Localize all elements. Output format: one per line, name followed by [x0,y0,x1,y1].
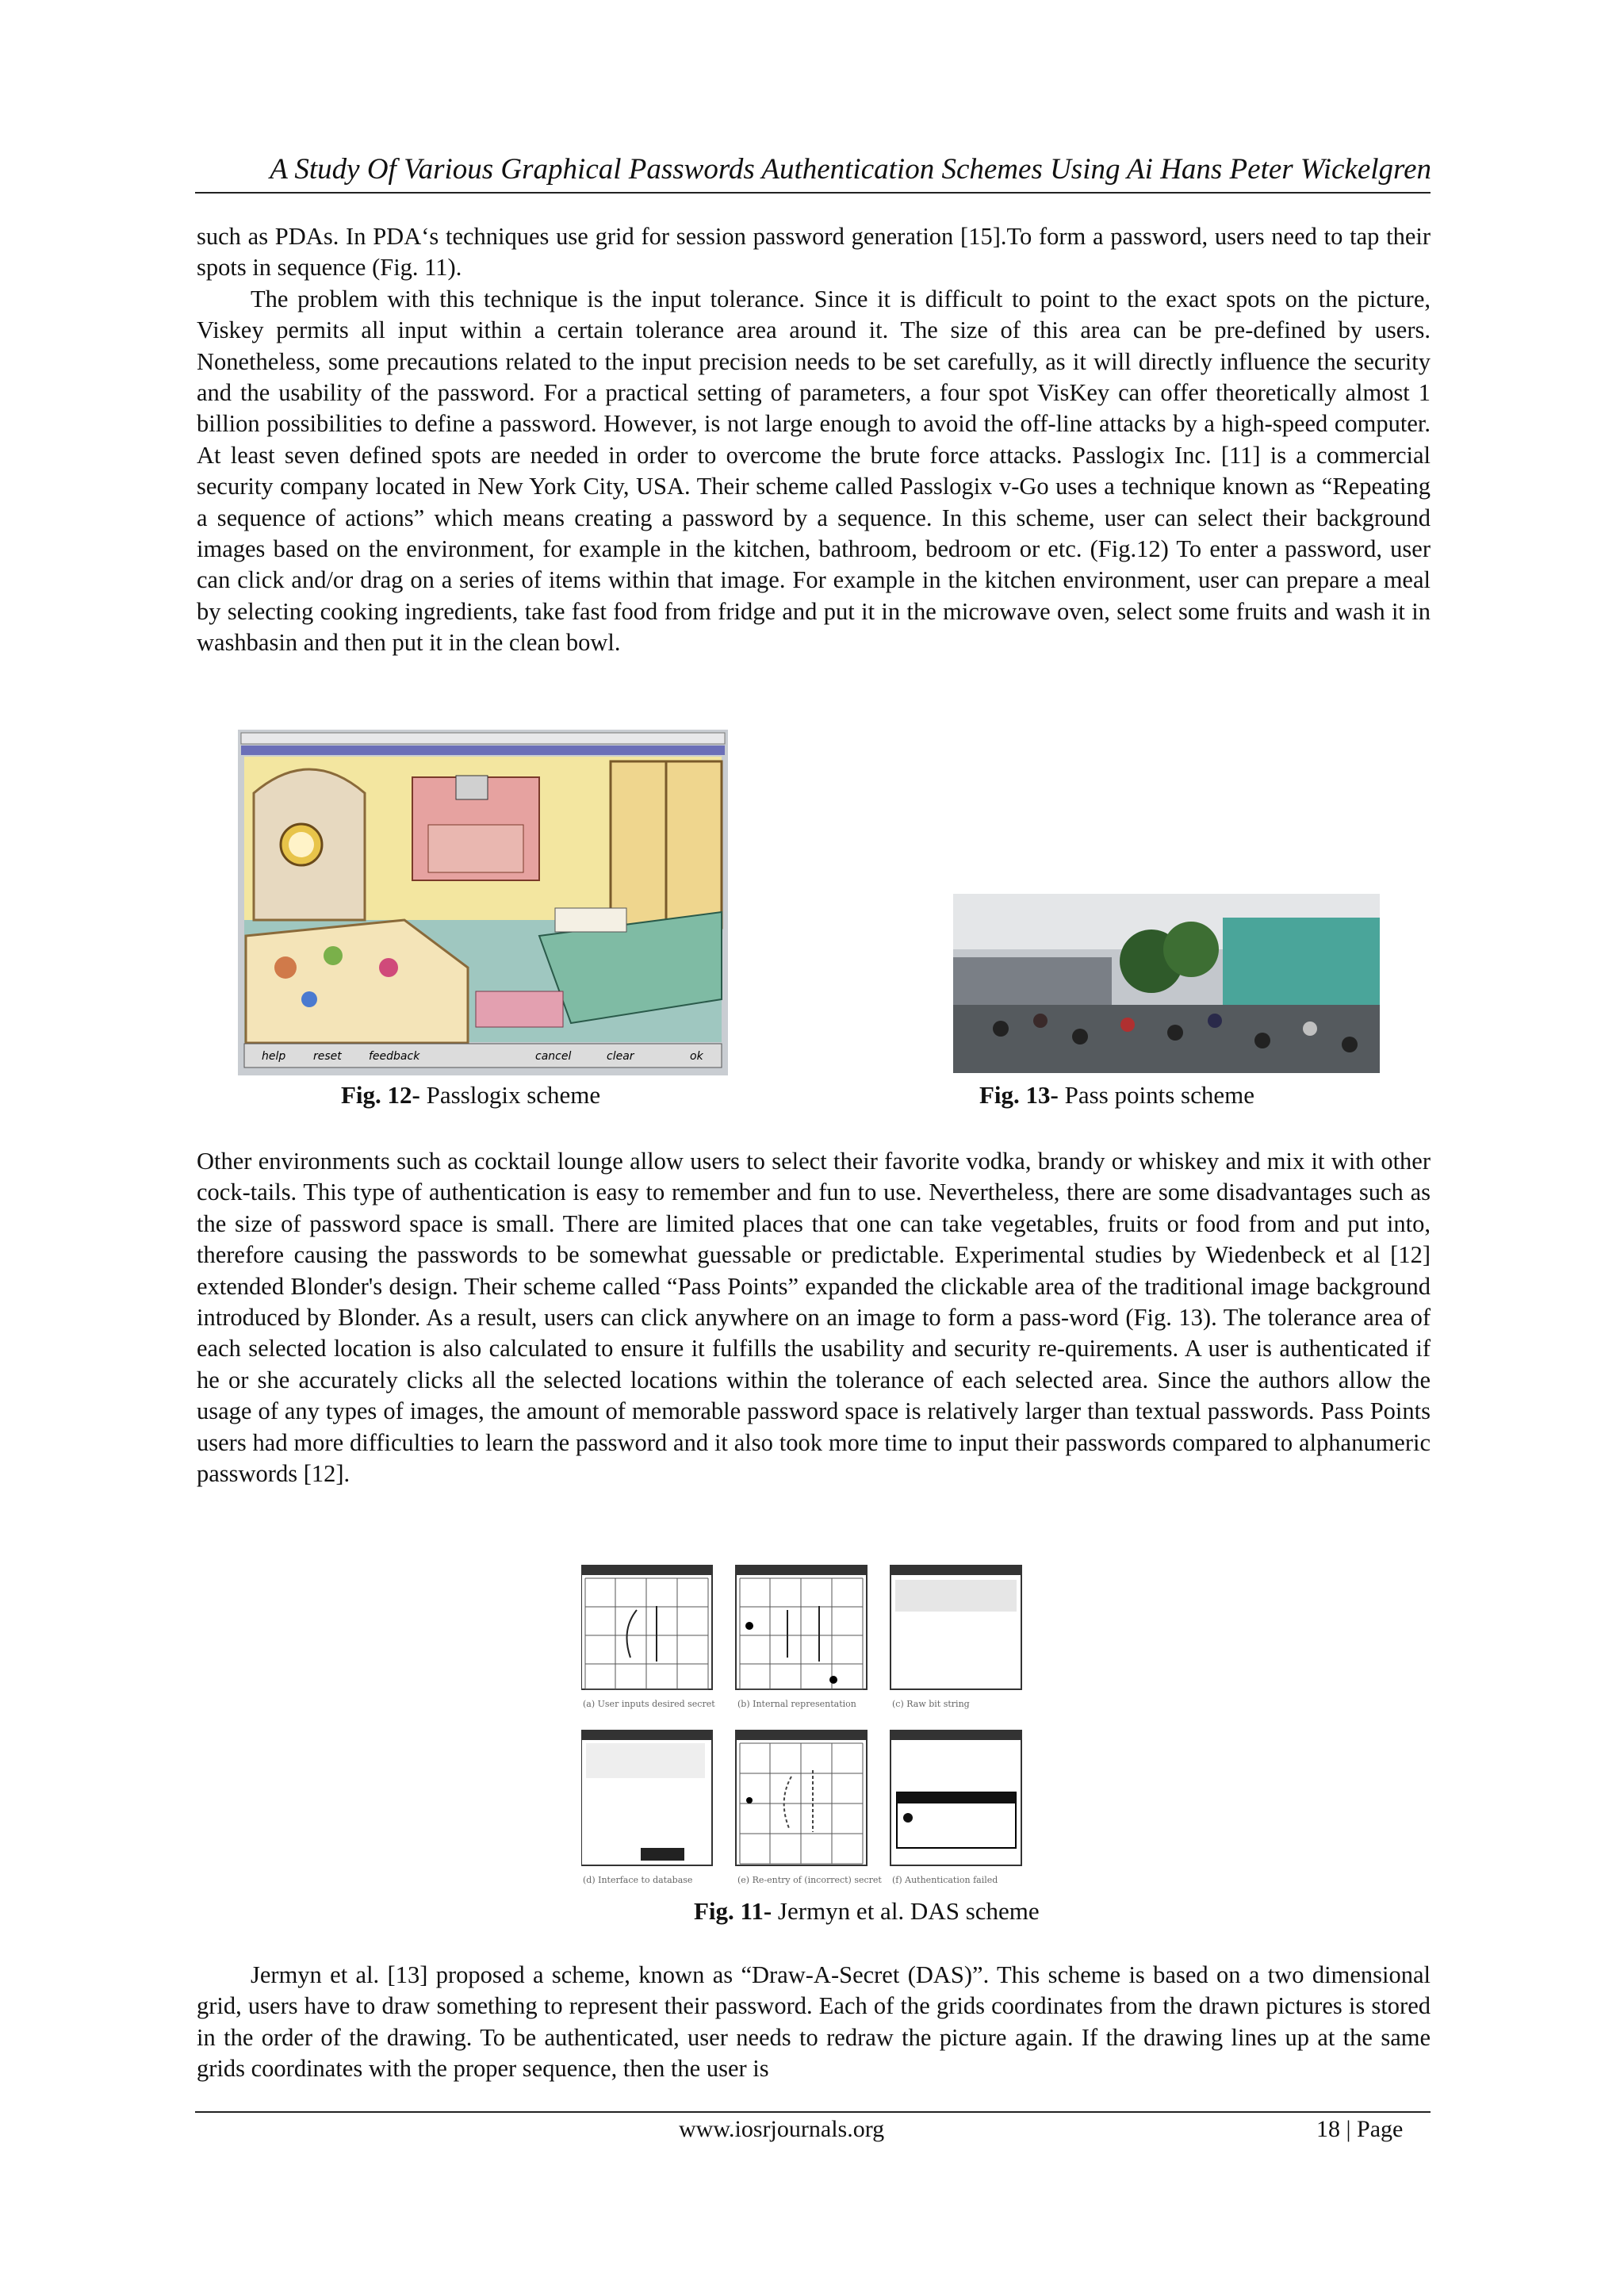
figure-12-caption [341,1081,600,1110]
page-number: 18 | Page [1316,2116,1404,2142]
toolbar-help: help [262,1050,286,1063]
figure-12-title: Passlogix scheme [419,1081,601,1109]
figure-12-label: Fig. 12- [341,1081,420,1109]
paragraph: The problem with this technique is the input tolerance. Since it is difficult to point to the exact spots on the picture, Viskey permits all input within a certain tolerance area around it. The size of this area can be pre-defined by users. Nonetheless, some precautions related to the input precision needs to be set carefully, as it will directly influence the security and the usability of the password. For a practical setting of parameters, a four spot VisKey can offer theoretically almost 1 billion possibilities to define a password. However, is not large enough to avoid the off-line attacks by a high-speed computer. At least seven defined spots are needed in order to overcome the brute force attacks. Passlogix Inc. [11] is a commercial security company located in New York City, USA. Their scheme called Passlogix v-Go uses a technique known as “Repeating a sequence of actions” which means creating a password by a sequence. In this scheme, user can select their background images based on the environment, for example in the kitchen, bathroom, bedroom or etc. (Fig.12) To enter a password, user can click and/or drag on a series of items within that image. For example in the kitchen environment, user can prepare a meal by selecting cooking ingredients, take fast food from fridge and put it in the microwave oven, select some fruits and wash it in washbasin and then put it in the clean bowl. [197,285,1431,657]
figure-13-label: Fig. 13- [979,1081,1059,1109]
paragraph: Other environments such as cocktail lounge allow users to select their favorite vodka, brandy or whiskey and mix it with other cock-tails. This type of authentication is easy to remember and fun to use. Nevertheless, there are some disadvantages such as the size of password space is small. There are limited places that one can take vegetables, fruits or food from and put into, therefore causing the passwords to be somewhat guessable or predictable. Experimental studies by Wiedenbeck et al [12] extended Blonder's design. Their scheme called “Pass Points” expanded the clickable area of the traditional image background introduced by Blonder. As a result, users can click anywhere on an image to form a pass-word (Fig. 13). The tolerance area of each selected location is also calculated to ensure it fulfills the usability and security re-quirements. A user is authenticated if he or she accurately clicks all the selected locations within the tolerance of each selected area. Since the authors allow the usage of any types of images, the amount of memorable password space is relatively larger than textual passwords. Pass Points users had more difficulties to learn the password and it also took more time to input their passwords compared to alphanumeric passwords [12]. [197,1148,1431,1488]
panel-a [581,1566,715,1709]
figure-11-caption [694,1897,1040,1926]
footer-url: www.iosrjournals.org [679,2116,885,2142]
text-block-middle [197,1146,1431,1489]
panel-d [581,1731,712,1885]
paragraph: such as PDAs. In PDA‘s techniques use grid for session password generation [15].To form a password, users need to tap their spots in sequence (Fig. 11). [197,223,1431,282]
figure-11-title: Jermyn et al. DAS scheme [772,1897,1040,1925]
footer-divider [195,2111,1431,2113]
toolbar-reset: reset [313,1050,342,1063]
pass-points-photo [953,894,1380,1073]
panel-f [891,1731,1021,1885]
panel-b [736,1566,867,1709]
panel-c [891,1566,1021,1709]
paragraph: Jermyn et al. [13] proposed a scheme, known as “Draw-A-Secret (DAS)”. This scheme is based on a two dimensional grid, users have to draw something to represent their password. Each of the grids coordinates from the drawn pictures is stored in the order of the drawing. To be authenticated, user needs to redraw the picture again. If the drawing lines up at the same grids coordinates with the proper sequence, then the user is [197,1961,1431,2083]
panel-f-caption: (f) Authentication failed [892,1875,998,1885]
text-block-top [197,221,1431,659]
text-block-bottom [197,1960,1431,2085]
toolbar-feedback: feedback [369,1050,420,1063]
panel-c-caption: (c) Raw bit string [892,1699,970,1709]
das-scheme-figure [581,1562,1025,1889]
toolbar-clear: clear [607,1050,634,1063]
figure-11-label: Fig. 11- [694,1897,772,1925]
panel-a-caption: (a) User inputs desired secret [583,1699,715,1709]
figure-13-title: Pass points scheme [1058,1081,1254,1109]
panel-e [736,1731,882,1885]
panel-d-caption: (d) Interface to database [583,1875,693,1885]
header-divider [195,192,1431,194]
toolbar-ok: ok [690,1050,703,1063]
toolbar-cancel: cancel [535,1050,572,1063]
passlogix-figure [238,730,728,1075]
panel-e-caption: (e) Re-entry of (incorrect) secret [737,1875,882,1885]
running-header: A Study Of Various Graphical Passwords Authentication Schemes Using Ai Hans Peter Wickelgren [270,153,1431,186]
figure-13-caption [979,1081,1254,1110]
panel-b-caption: (b) Internal representation [737,1699,856,1709]
